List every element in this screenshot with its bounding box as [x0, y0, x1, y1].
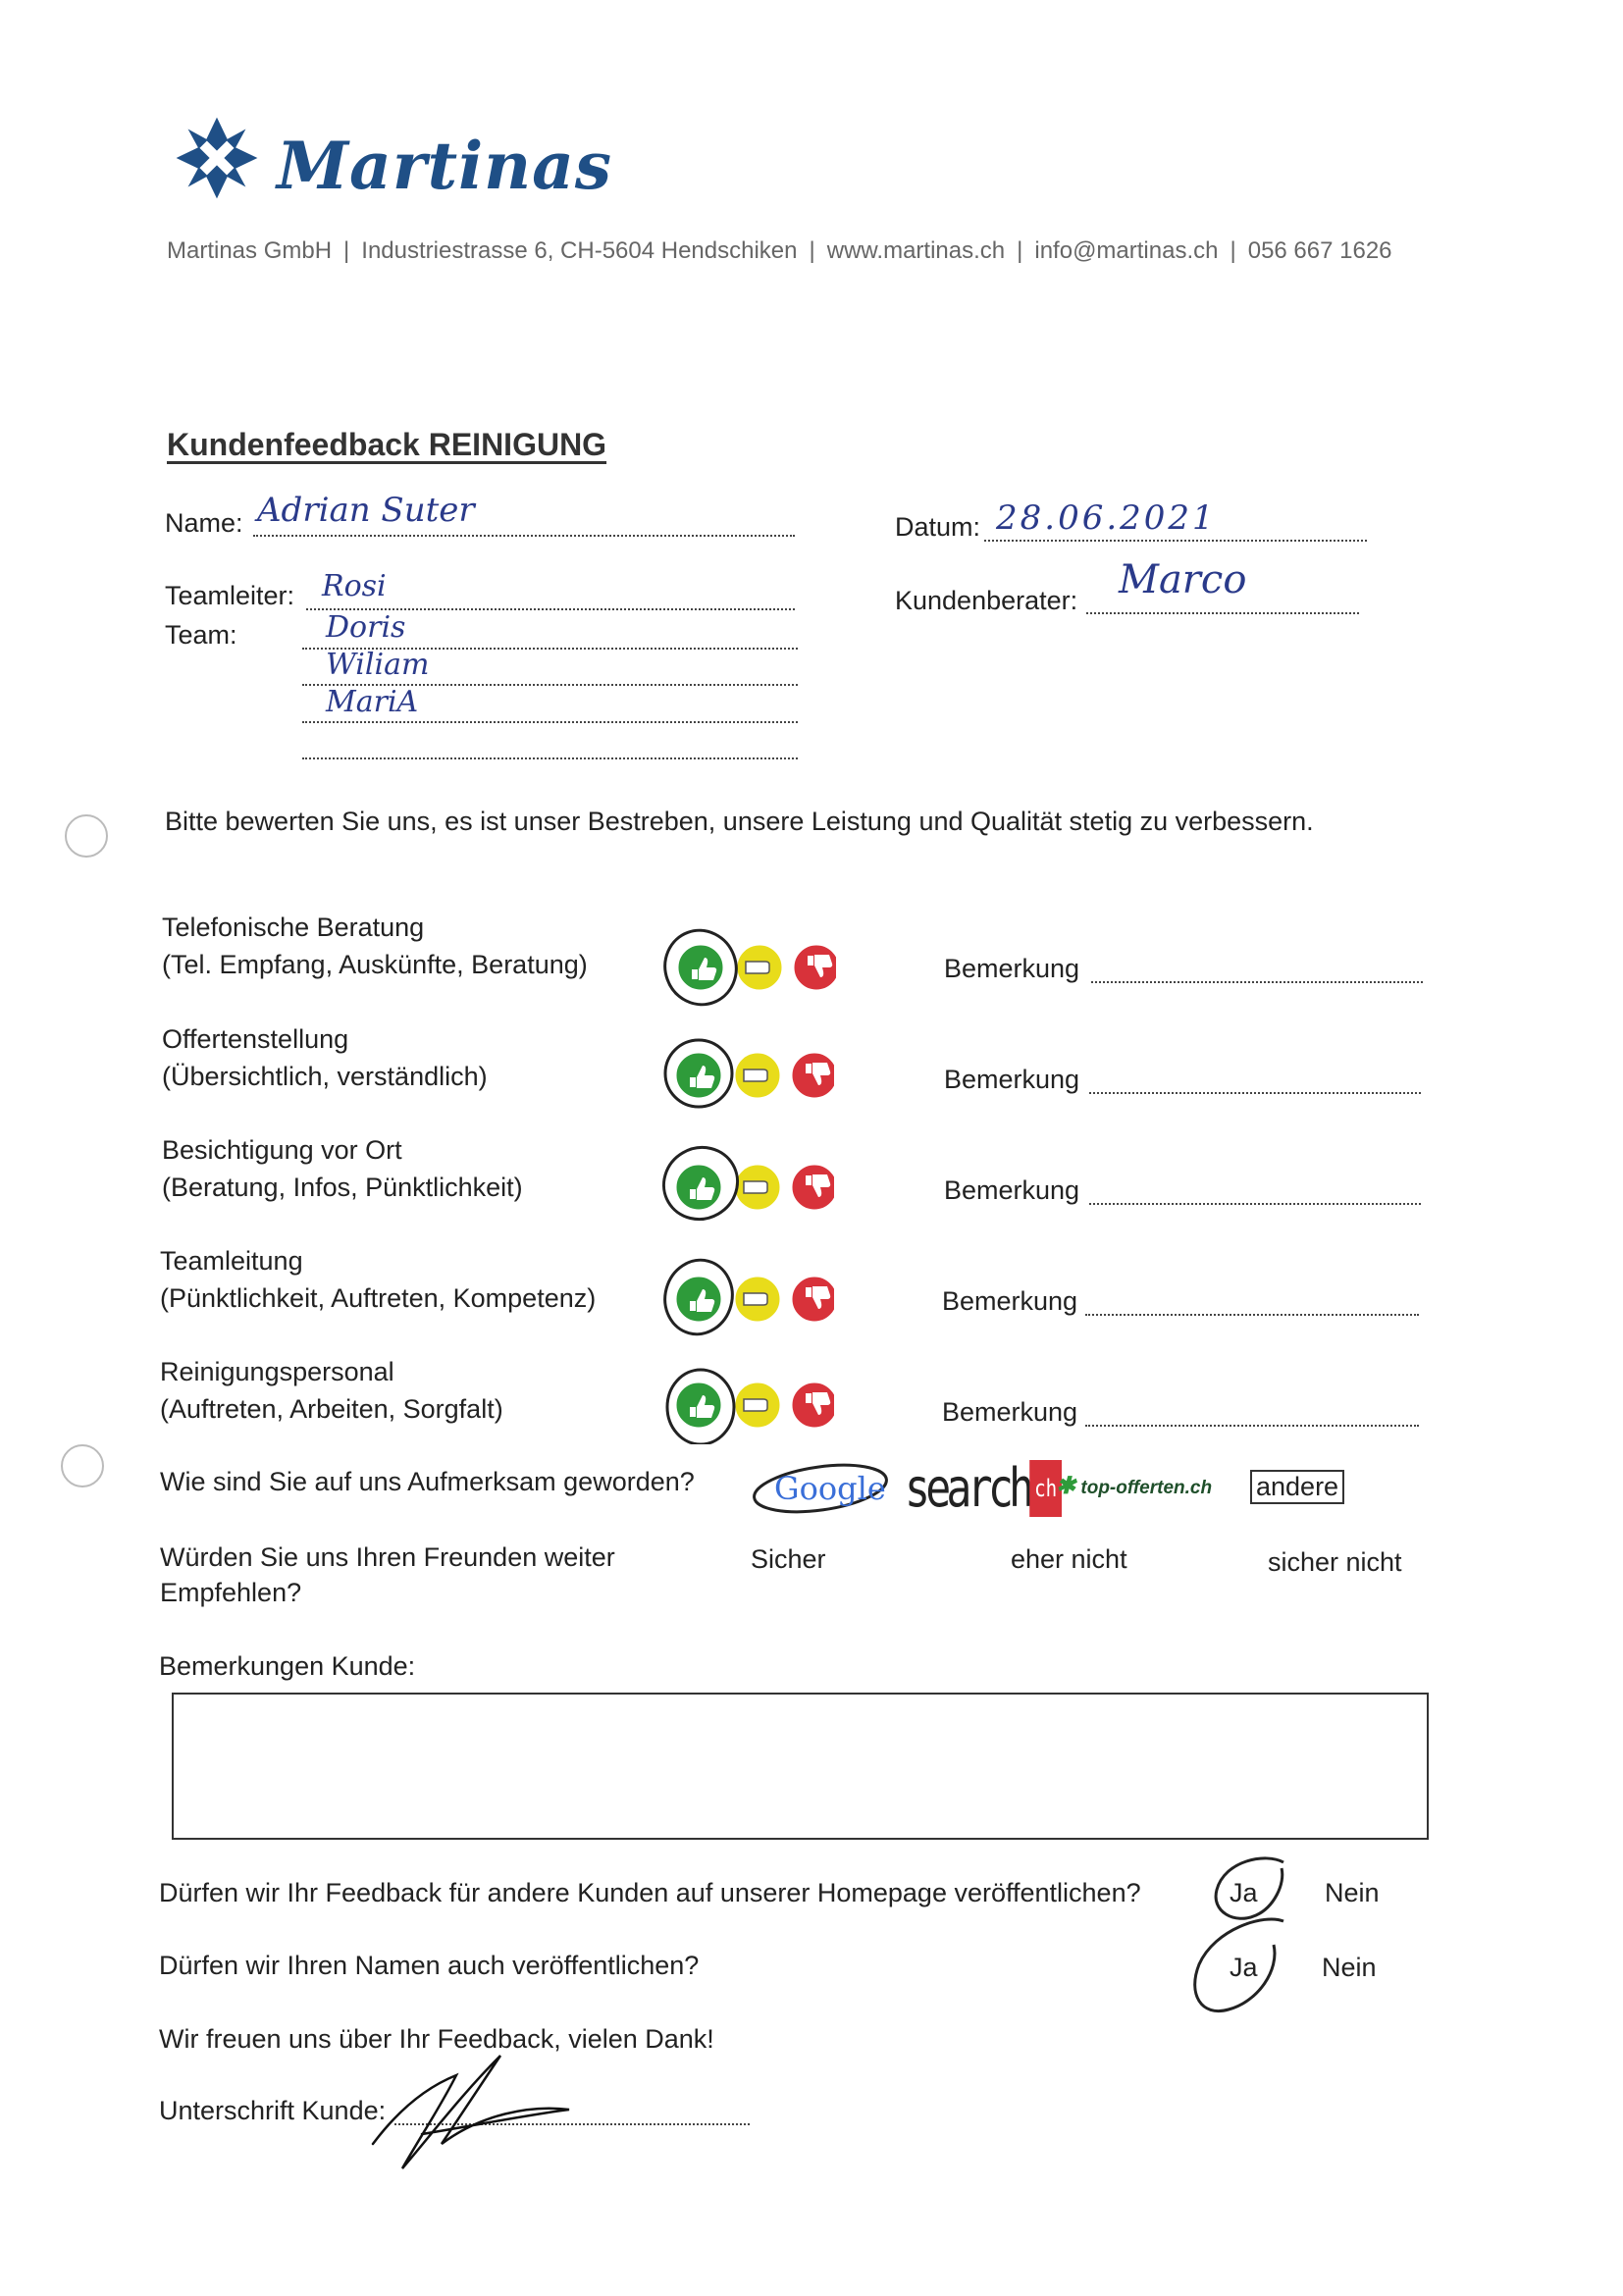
date-label: Datum: [895, 512, 981, 542]
remark-visit [944, 1175, 1079, 1206]
rating-row-staff [160, 1353, 503, 1428]
source-question: Wie sind Sie auf uns Aufmerksam geworden? [160, 1467, 695, 1496]
remark-label: Bemerkung [944, 1175, 1080, 1205]
rating-row-phone [162, 909, 588, 983]
recommend-question-line1: Würden Sie uns Ihren Freunden weiter [160, 1542, 615, 1572]
rating-row-offer [162, 1020, 488, 1095]
team-line-3 [302, 721, 798, 723]
recommend-option-rather-not[interactable]: eher nicht [1011, 1544, 1127, 1574]
remark-label: Bemerkung [944, 1065, 1080, 1094]
teamleader-label: Teamleiter: [165, 581, 295, 610]
remark-line-offer[interactable] [1089, 1092, 1421, 1094]
team-line-4 [302, 757, 798, 759]
signature-label: Unterschrift Kunde: [159, 2096, 387, 2125]
remark-line-visit[interactable] [1089, 1203, 1421, 1205]
rating-detail: (Übersichtlich, verständlich) [162, 1062, 488, 1091]
advisor-value[interactable]: Marco [1119, 557, 1247, 602]
yes-label: Ja [1230, 1878, 1258, 1907]
rating-smileys-staff[interactable] [657, 1356, 834, 1444]
rating-detail: (Beratung, Infos, Pünktlichkeit) [162, 1173, 523, 1202]
rating-smileys-teamlead[interactable] [657, 1250, 834, 1338]
remark-line-teamlead[interactable] [1085, 1314, 1419, 1316]
name-value[interactable]: Adrian Suter [257, 491, 475, 530]
rating-title: Offertenstellung [162, 1024, 349, 1054]
rating-smileys-phone[interactable] [659, 918, 836, 1007]
rating-title: Teamleitung [160, 1246, 303, 1276]
teamleader-value[interactable]: Rosi [322, 569, 387, 603]
signature-image [363, 2046, 589, 2183]
company-address: Industriestrasse 6, CH-5604 Hendschiken [361, 237, 798, 264]
remark-line-phone[interactable] [1091, 981, 1423, 983]
source-google-option[interactable] [751, 1462, 890, 1515]
google-logo: Google [774, 1470, 886, 1507]
recommend-question-line2: Empfehlen? [160, 1578, 302, 1607]
advisor-label: Kundenberater: [895, 586, 1078, 615]
source-other-option[interactable]: andere [1250, 1470, 1344, 1504]
rating-title: Besichtigung vor Ort [162, 1135, 402, 1165]
advisor-line [1086, 612, 1359, 614]
punch-hole [61, 1444, 104, 1487]
publish-name-question: Dürfen wir Ihren Namen auch veröffentlichen? [159, 1951, 700, 1980]
remark-label: Bemerkung [942, 1397, 1078, 1427]
martinas-logo-icon [172, 113, 262, 203]
team-member-1[interactable]: Doris [326, 610, 406, 645]
search-ch-logo[interactable] [905, 1457, 1062, 1519]
comments-box[interactable] [172, 1693, 1429, 1840]
top-offerten-text: top-offerten.ch [1080, 1478, 1213, 1498]
remark-offer [944, 1065, 1079, 1095]
rating-smileys-visit[interactable] [657, 1138, 834, 1226]
top-offerten-logo[interactable] [1056, 1472, 1212, 1500]
team-label: Team: [165, 620, 237, 650]
rating-row-visit [162, 1131, 523, 1206]
remark-staff [942, 1397, 1077, 1428]
rating-smileys-offer[interactable] [657, 1026, 834, 1115]
brand-name: Martinas [277, 128, 613, 204]
remark-label: Bemerkung [944, 954, 1080, 983]
contact-line: Martinas GmbH | Industriestrasse 6, CH-5604 Hendschiken | www.martinas.ch | info@martinas.ch | 056 667 1626 [167, 237, 1392, 264]
team-member-2[interactable]: Wiliam [326, 648, 430, 682]
rating-detail: (Pünktlichkeit, Auftreten, Kompetenz) [160, 1283, 597, 1313]
rating-detail: (Auftreten, Arbeiten, Sorgfalt) [160, 1394, 503, 1424]
form-title: Kundenfeedback REINIGUNG [167, 427, 607, 462]
star-icon: ✱ [1056, 1473, 1076, 1499]
remark-line-staff[interactable] [1085, 1425, 1419, 1427]
recommend-option-not[interactable]: sicher nicht [1268, 1547, 1402, 1577]
publish-feedback-no[interactable]: Nein [1325, 1878, 1380, 1907]
company-name: Martinas GmbH [167, 237, 333, 264]
date-line [984, 540, 1367, 542]
intro-text: Bitte bewerten Sie uns, es ist unser Bestreben, unsere Leistung und Qualität stetig zu verbessern. [165, 807, 1314, 836]
rating-title: Reinigungspersonal [160, 1357, 394, 1386]
thanks-text: Wir freuen uns über Ihr Feedback, vielen Dank! [159, 2024, 714, 2054]
punch-hole [65, 814, 108, 858]
publish-feedback-question: Dürfen wir Ihr Feedback für andere Kunden auf unserer Homepage veröffentlichen? [159, 1878, 1141, 1907]
yes-label: Ja [1230, 1953, 1258, 1982]
remark-teamlead [942, 1286, 1077, 1317]
date-value[interactable]: 28.06.2021 [996, 498, 1217, 538]
ch-badge: ch [1029, 1460, 1062, 1517]
recommend-option-sure[interactable]: Sicher [751, 1544, 826, 1574]
rating-row-teamlead [160, 1242, 596, 1317]
company-website[interactable]: www.martinas.ch [826, 237, 1006, 264]
publish-name-no[interactable]: Nein [1322, 1953, 1377, 1982]
rating-title: Telefonische Beratung [162, 913, 425, 942]
remark-phone [944, 954, 1079, 984]
name-label: Name: [165, 508, 243, 538]
team-member-3[interactable]: MariA [326, 685, 419, 719]
comments-label: Bemerkungen Kunde: [159, 1651, 416, 1681]
company-email[interactable]: info@martinas.ch [1034, 237, 1219, 264]
company-phone: 056 667 1626 [1247, 237, 1392, 264]
name-line [253, 535, 795, 537]
rating-detail: (Tel. Empfang, Auskünfte, Beratung) [162, 950, 588, 979]
search-logo-text: search [905, 1457, 1030, 1519]
remark-label: Bemerkung [942, 1286, 1078, 1316]
publish-name-yes[interactable] [1185, 1915, 1295, 2023]
